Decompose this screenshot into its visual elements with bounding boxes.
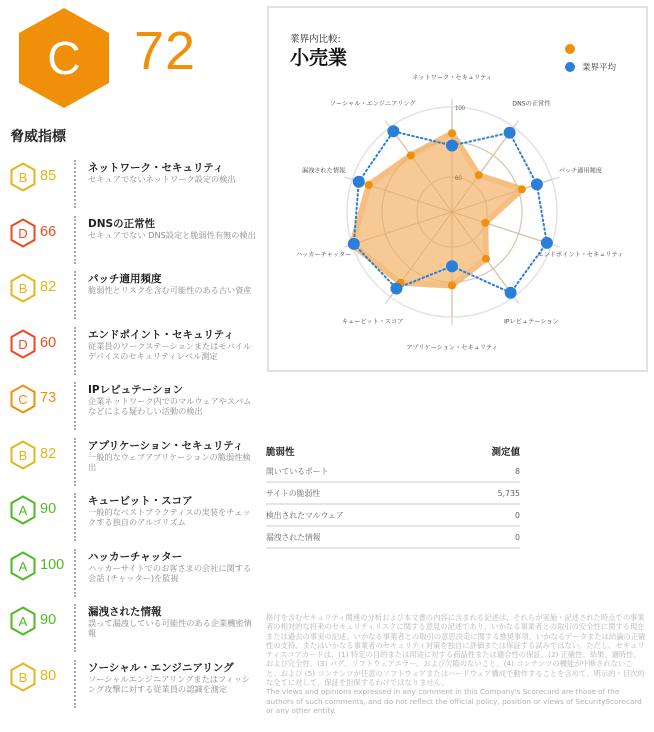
factor-description: セキュアでないネットワーク設定の検出 bbox=[88, 174, 236, 184]
factor-score: 82 bbox=[40, 445, 57, 462]
table-row bbox=[266, 527, 520, 549]
axis-label: IPレピュテーション bbox=[503, 318, 559, 326]
svg-text:D: D bbox=[18, 225, 28, 241]
threat-indicators-heading: 脅威指標 bbox=[10, 129, 66, 145]
row-value: 0 bbox=[515, 510, 520, 520]
grade-hexagon-icon bbox=[14, 6, 114, 110]
axis-label: ネットワーク・セキュリティ bbox=[412, 74, 492, 82]
factor-item bbox=[0, 485, 260, 541]
svg-text:B: B bbox=[18, 447, 28, 463]
axis-label: ソーシャル・エンジニアリング bbox=[329, 100, 416, 108]
svg-text:60: 60 bbox=[455, 176, 462, 182]
grade-hexagon-icon bbox=[10, 273, 36, 303]
dotted-divider bbox=[74, 660, 76, 708]
factor-description: 企業ネットワーク内でのマルウェアやスパムなどによる疑わしい活動の検出 bbox=[88, 396, 252, 416]
factor-name: ソーシャル・エンジニアリング bbox=[88, 661, 234, 674]
factor-name: アプリケーション・セキュリティ bbox=[88, 439, 244, 452]
factor-name: ハッカーチャッター bbox=[88, 550, 183, 563]
factor-description: 一般的なベストプラクティスの実装をチェックする独自のアルゴリズム bbox=[88, 507, 251, 527]
grade-hexagon-icon bbox=[10, 218, 36, 248]
factor-score: 100 bbox=[40, 556, 65, 573]
factor-score: 82 bbox=[40, 279, 57, 295]
svg-text:A: A bbox=[18, 558, 28, 574]
svg-text:B: B bbox=[18, 281, 28, 296]
dotted-divider bbox=[74, 438, 76, 486]
overall-score-value: 72 bbox=[134, 21, 197, 81]
row-value: 5,735 bbox=[497, 488, 520, 498]
factor-description: ハッカーサイトでのお客さまの会社に関する会話 (チャッター)を監視 bbox=[88, 562, 252, 583]
factor-item bbox=[0, 596, 260, 652]
row-label: 開いているポート bbox=[266, 466, 329, 476]
factor-item bbox=[0, 263, 260, 319]
dotted-divider bbox=[74, 160, 76, 208]
radar-chart bbox=[269, 8, 650, 374]
disclaimer-ja: 格付を含むセキュリティ関連の分析および本文書の内容に含まれる記述は、それらが実施・記述された時点での事業者の相対的な将来のセキュリティリスクに関する意見の記述であり、いかなる事業者との取引の安全性に関する現在または過去の事実の記述、いかなる事業者との取引の意思決定に関する推奨事項、いかなるデータまたは結論の正確性の支持、またはいかなる事業者のセキュリティ対策を独自に評価または保証する試みではない。ただし、セキュリティスコアカードは、(1) 特定の目的または用途に対する商品性または適合性の保証、(2) 正確性、結果、適時性、および完全性、(3) バグ、ソフトウェアエラー、および欠陥のないこと、(4) コンテンツの機能が中断されないこと、および (5) コンテンツが任意のソフトウェアまたはハードウェア構成で動作することを含めて、明示的・目次的な全てに対して、保証を担保するわけではなりません。 bbox=[266, 613, 646, 688]
table-row bbox=[266, 505, 520, 527]
dotted-divider bbox=[74, 382, 76, 430]
table-header: 脆弱性 測定値 bbox=[266, 447, 520, 458]
axis-label: パッチ適用頻度 bbox=[558, 167, 603, 175]
factor-description: 誤って漏洩している可能性のある企業機密情報 bbox=[88, 618, 252, 638]
svg-text:100: 100 bbox=[455, 106, 466, 112]
factor-description: ソーシャルエンジニアリングまたはフィッシング攻撃に対する従業員の認識を測定 bbox=[88, 673, 251, 694]
factor-score: 90 bbox=[40, 501, 57, 517]
factor-description: 一般的なウェブアプリケーションの脆弱性検出 bbox=[88, 451, 251, 472]
dotted-divider bbox=[74, 549, 76, 597]
disclaimer-en: The views and opinions expressed in any comment in this Company's Scorecard are those of the authors of such comments, and do not reflect the official policy, position or views of SecurityScorecard or any other entity. bbox=[266, 687, 642, 715]
svg-text:A: A bbox=[18, 614, 28, 629]
dotted-divider bbox=[74, 271, 76, 319]
axis-label: アプリケーション・セキュリティ bbox=[406, 344, 498, 352]
disclaimer bbox=[266, 613, 646, 715]
factor-score: 60 bbox=[40, 334, 57, 351]
row-label: 漏洩された情報 bbox=[266, 532, 321, 542]
factor-name: エンドポイント・セキュリティ bbox=[88, 328, 234, 341]
axis-label: ハッカーチャッター bbox=[295, 251, 352, 259]
factor-name: パッチ適用頻度 bbox=[88, 273, 162, 285]
factor-item bbox=[0, 208, 260, 264]
factor-list bbox=[0, 152, 260, 707]
grade-hexagon-icon bbox=[10, 606, 36, 636]
row-value: 0 bbox=[515, 532, 520, 542]
comparison-subtitle: 業界内比較: bbox=[290, 34, 341, 45]
factor-description: 脆弱性とリスクを含む可能性のある古い資産 bbox=[88, 285, 252, 295]
svg-text:A: A bbox=[18, 503, 28, 518]
vulnerability-table bbox=[266, 444, 520, 549]
grade-hexagon-icon bbox=[10, 662, 36, 692]
factor-item bbox=[0, 152, 260, 208]
factor-score: 85 bbox=[40, 168, 57, 184]
svg-text:C: C bbox=[18, 392, 28, 407]
svg-text:B: B bbox=[18, 170, 28, 185]
overall-score bbox=[14, 6, 264, 106]
factor-item bbox=[0, 652, 260, 708]
axis-label: DNSの正常性 bbox=[512, 100, 551, 108]
factor-name: IPレピュテーション bbox=[88, 384, 184, 396]
svg-text:B: B bbox=[18, 669, 28, 685]
row-label: 検出されたマルウェア bbox=[266, 510, 344, 520]
dotted-divider bbox=[74, 327, 76, 375]
legend-item-industry-average: 業界平均 bbox=[565, 58, 616, 76]
factor-score: 73 bbox=[40, 390, 57, 406]
factor-score: 66 bbox=[40, 223, 57, 240]
table-row bbox=[266, 483, 520, 505]
factor-description: 従業員のワークステーションまたはモバイルデバイスのセキュリティレベル測定 bbox=[88, 340, 252, 361]
dotted-divider bbox=[74, 604, 76, 652]
grade-hexagon-icon bbox=[10, 495, 36, 525]
grade-hexagon-icon bbox=[10, 440, 36, 470]
factor-item bbox=[0, 430, 260, 486]
industry-comparison-card bbox=[267, 6, 648, 372]
factor-item bbox=[0, 319, 260, 375]
grade-hexagon-icon bbox=[10, 384, 36, 414]
axis-label: 漏洩された情報 bbox=[301, 167, 346, 175]
row-label: サイトの脆弱性 bbox=[266, 488, 321, 498]
dotted-divider bbox=[74, 493, 76, 541]
axis-label: エンドポイント・セキュリティ bbox=[537, 251, 624, 259]
factor-name: キュービット・スコア bbox=[88, 495, 193, 507]
grade-hexagon-icon bbox=[10, 329, 36, 359]
factor-score: 90 bbox=[40, 612, 57, 628]
axis-label: キュービット・スコア bbox=[341, 318, 404, 326]
row-value: 8 bbox=[515, 466, 520, 476]
factor-name: DNSの正常性 bbox=[88, 217, 156, 230]
grade-hexagon-icon bbox=[10, 551, 36, 581]
overall-grade-letter: C bbox=[47, 32, 81, 84]
grade-hexagon-icon bbox=[10, 162, 36, 192]
dotted-divider bbox=[74, 216, 76, 264]
table-row bbox=[266, 461, 520, 483]
factor-score: 80 bbox=[40, 667, 57, 684]
factor-description: セキュアでない DNS設定と脆弱性有無の検出 bbox=[88, 229, 256, 240]
factor-name: ネットワーク・セキュリティ bbox=[88, 162, 224, 174]
svg-text:D: D bbox=[18, 336, 28, 352]
comparison-industry: 小売業 bbox=[290, 47, 348, 69]
factor-name: 漏洩された情報 bbox=[88, 606, 162, 618]
factor-item bbox=[0, 541, 260, 597]
factor-item bbox=[0, 374, 260, 430]
